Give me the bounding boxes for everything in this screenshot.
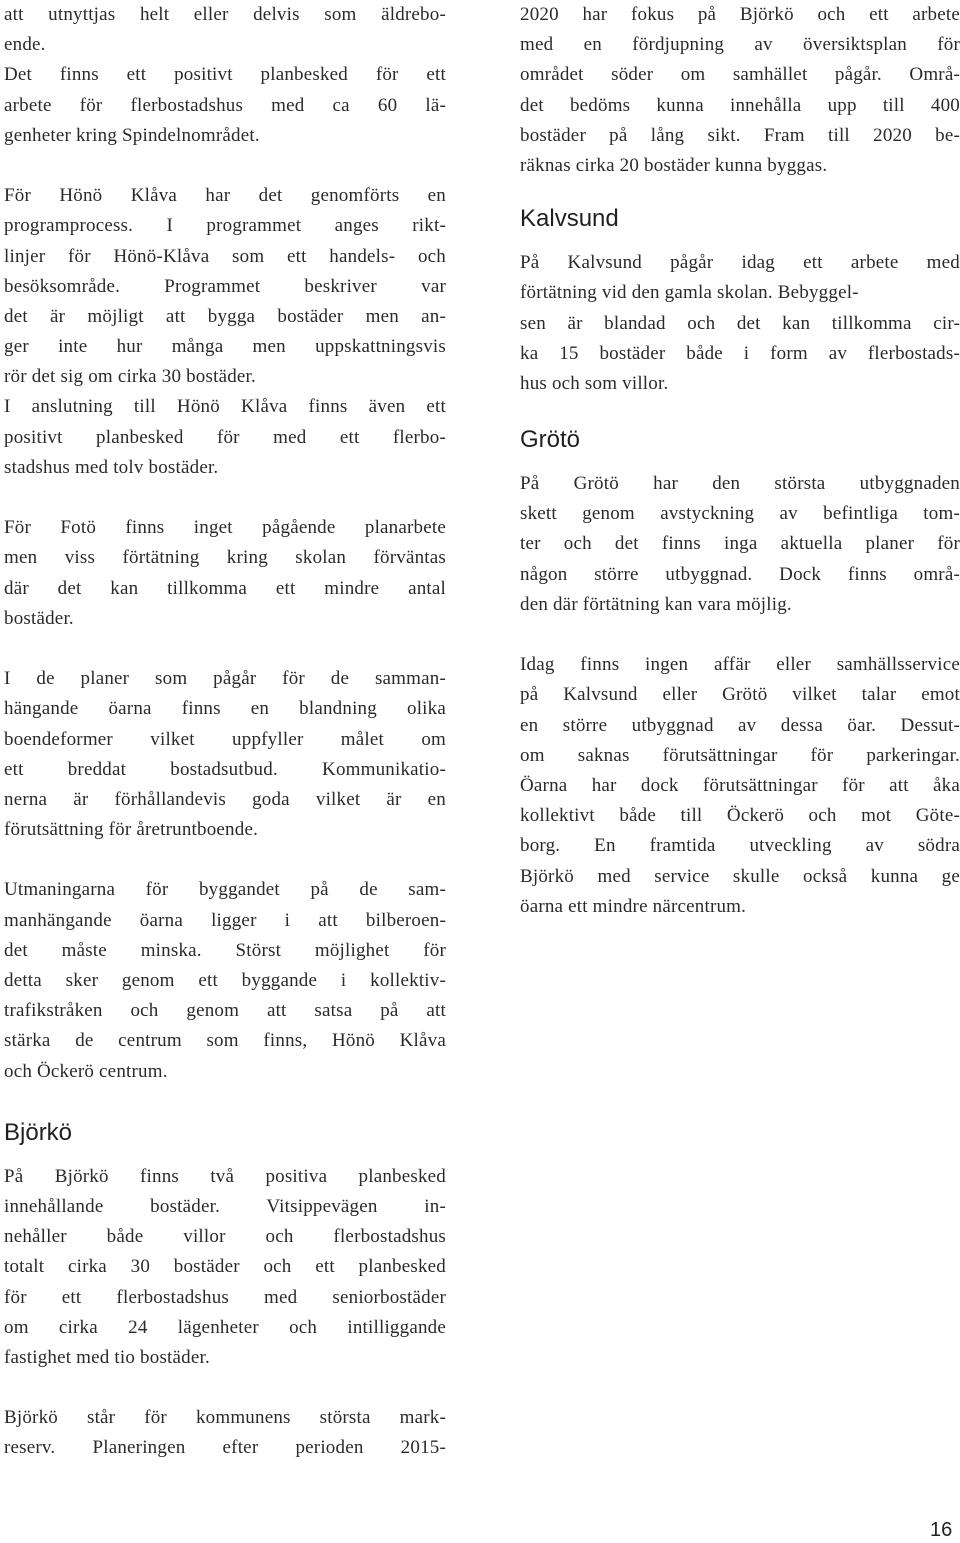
paragraph-service [520,650,960,922]
text-line: Det finns ett positivt planbesked för ett [4,64,446,86]
text-line: den där förtätning kan vara möjlig. [520,593,792,615]
paragraph-groto [520,469,960,620]
text-line: trafikstråken och genom att satsa på att [4,1000,446,1022]
text-line: ger inte hur många men uppskattningsvis [4,336,446,358]
text-line: boendeformer vilket uppfyller målet om [4,728,446,750]
text-line: besöksområde. Programmet beskriver var [4,275,446,297]
left-column [4,0,446,1464]
text-line: Björkö med service skulle också kunna ge [520,865,960,887]
text-line: det bedöms kunna innehålla upp till 400 [520,94,960,116]
text-line: räknas cirka 20 bostäder kunna byggas. [520,154,828,176]
text-line: För Fotö finns inget pågående planarbete [4,517,446,539]
text-line: Björkö står för kommunens största mark- [4,1407,446,1429]
text-line: bostäder. [4,607,74,629]
paragraph-planer [4,664,446,845]
text-line: öarna ett mindre närcentrum. [520,895,747,917]
text-line: hängande öarna finns en blandning olika [4,698,446,720]
text-line: 2020 har fokus på Björkö och ett arbete [520,4,960,25]
page-number: 16 [930,1519,953,1541]
text-line: ett breddat bostadsutbud. Kommunikatio- [4,758,446,780]
text-line: Idag finns ingen affär eller samhällsservice [520,654,960,676]
text-line: att utnyttjas helt eller delvis som äldrebo- [4,4,446,25]
text-line: arbete för flerbostadshus med ca 60 lä- [4,94,446,116]
heading-groto: Grötö [520,426,581,454]
text-line: Utmaningarna för byggandet på de sam- [4,879,446,901]
text-line: Öarna har dock förutsättningar för att åka [520,774,960,796]
text-line: bostäder på lång sikt. Fram till 2020 be- [520,124,960,146]
text-line: med en fördjupning av översiktsplan för [520,34,960,56]
text-line: sen är blandad och det kan tillkomma cir- [520,312,960,334]
text-line: På Grötö har den största utbyggnaden [520,473,960,495]
text-line: på Kalvsund eller Grötö vilket talar emot [520,684,960,706]
heading-bjorko: Björkö [4,1118,73,1146]
text-line: På Kalvsund pågår idag ett arbete med [520,252,960,274]
text-line: nehåller både villor och flerbostadshus [4,1226,446,1248]
text-line: reserv. Planeringen efter perioden 2015- [4,1437,446,1459]
paragraph-intro [4,0,446,151]
text-line: totalt cirka 30 bostäder och ett planbesked [4,1256,446,1278]
text-line: förutsättning för åretruntboende. [4,819,259,841]
text-line: manhängande öarna ligger i att bilberoen- [4,909,446,931]
text-line: en större utbyggnad av dessa öar. Dessut- [520,714,960,736]
text-line: och Öckerö centrum. [4,1060,168,1082]
text-line: hus och som villor. [520,372,669,394]
text-line: innehållande bostäder. Vitsippevägen in- [4,1195,446,1217]
paragraph-bjorko-continued [520,0,960,181]
text-line: För Hönö Klåva har det genomförts en [4,185,446,207]
text-line: borg. En framtida utveckling av södra [520,835,960,857]
paragraph-markreserv [4,1403,446,1463]
text-line: där det kan tillkomma ett mindre antal [4,577,446,599]
text-line: ter och det finns inga aktuella planer för [520,533,960,555]
text-line: någon större utbyggnad. Dock finns områ- [520,563,960,585]
text-line: nerna är förhållandevis goda vilket är en [4,788,446,810]
text-line: rör det sig om cirka 30 bostäder. [4,366,256,388]
text-line: kollektivt både till Öckerö och mot Göte- [520,805,960,827]
text-line: om saknas förutsättningar för parkeringar. [520,744,960,766]
right-column [520,0,960,922]
text-line: ende. [4,34,46,56]
text-line: positivt planbesked för med ett flerbo- [4,426,446,448]
text-line: ka 15 bostäder både i form av flerbostads- [520,342,960,364]
text-line: På Björkö finns två positiva planbesked [4,1165,446,1187]
paragraph-utmaningar [4,875,446,1086]
text-line: om cirka 24 lägenheter och intilliggande [4,1316,446,1338]
text-line: förtätning vid den gamla skolan. Bebyggel- [520,282,859,304]
paragraph-bjorko [4,1162,446,1373]
text-line: I de planer som pågår för de samman- [4,668,446,690]
text-line: detta sker genom ett byggande i kollektiv- [4,970,446,991]
heading-kalvsund: Kalvsund [520,205,619,233]
text-line: fastighet med tio bostäder. [4,1346,210,1368]
text-line: linjer för Hönö-Klåva som ett handels- och [4,245,446,267]
text-line: stadshus med tolv bostäder. [4,456,219,478]
text-line: det måste minska. Störst möjlighet för [4,939,446,961]
text-line: men viss förtätning kring skolan förväntas [4,547,446,569]
paragraph-hono-klava [4,181,446,483]
paragraph-kalvsund [520,248,960,399]
text-line: programprocess. I programmet anges rikt- [4,215,446,237]
text-line: stärka de centrum som finns, Hönö Klåva [4,1030,446,1052]
text-line: skett genom avstyckning av befintliga tom- [520,503,960,525]
paragraph-foto [4,513,446,634]
text-line: genheter kring Spindelnområdet. [4,124,260,146]
text-line: för ett flerbostadshus med seniorbostäder [4,1286,446,1308]
text-line: området söder om samhället pågår. Områ- [520,64,960,86]
text-line: det är möjligt att bygga bostäder men an- [4,305,446,327]
text-line: I anslutning till Hönö Klåva finns även ett [4,396,446,418]
